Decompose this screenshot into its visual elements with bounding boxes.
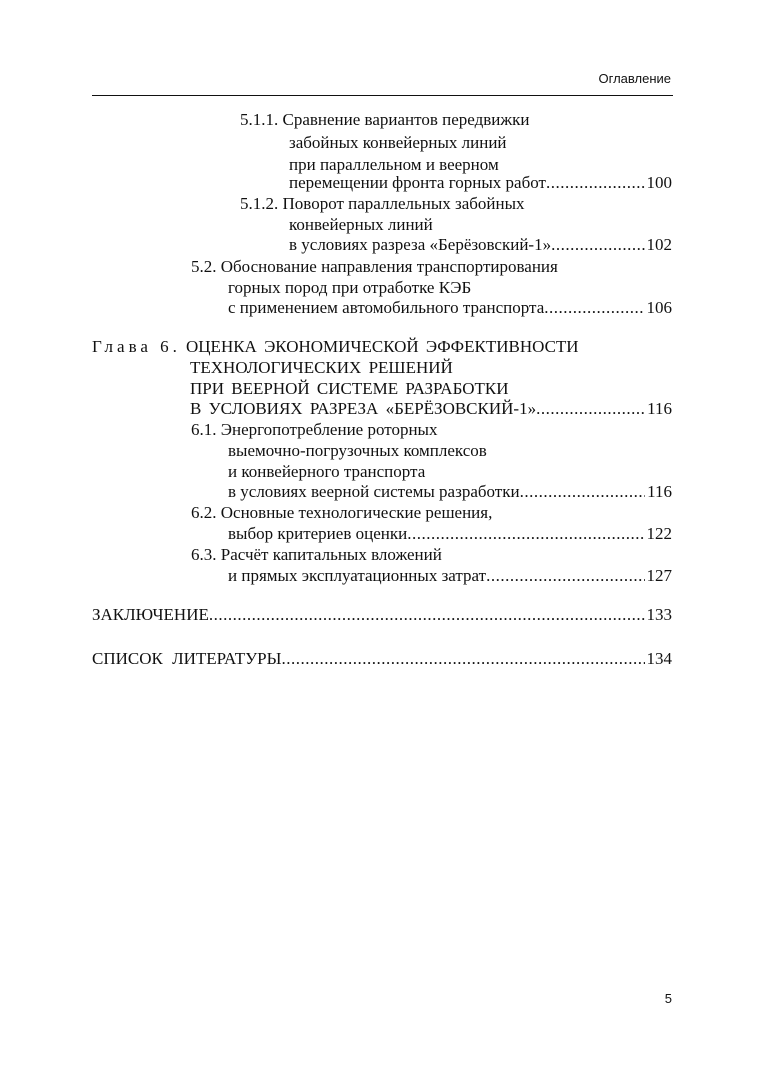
dot-leader [209,604,645,626]
toc-entry-5-1-1-title: 5.1.1. Сравнение вариантов передвижки [240,110,530,129]
toc-entry-6-3-page: 127 [646,566,672,585]
toc-entry-5-2-leader[interactable] [228,297,672,319]
chapter-6-title-line1: ОЦЕНКА ЭКОНОМИЧЕСКОЙ ЭФФЕКТИВНОСТИ [186,337,579,356]
toc-entry-6-2-line2: выбор критериев оценки [228,524,408,543]
dot-leader [486,565,644,587]
toc-entry-5-2-page: 106 [646,298,672,317]
toc-entry-references-title: СПИСОК ЛИТЕРАТУРЫ [92,649,282,668]
toc-entry-5-1-2-line2: конвейерных линий [289,215,433,234]
toc-entry-6-1-line2: выемочно-погрузочных комплексов [228,441,487,460]
dot-leader [544,297,644,319]
toc-entry-references[interactable] [92,648,672,670]
chapter-6-title-line2: ТЕХНОЛОГИЧЕСКИХ РЕШЕНИЙ [190,358,453,377]
toc-entry-5-2-title: 5.2. Обоснование направления транспортирования [191,257,558,276]
toc-entry-6-3-title: 6.3. Расчёт капитальных вложений [191,545,442,564]
toc-entry-6-3-leader[interactable] [228,565,672,587]
dot-leader [551,234,644,256]
toc-entry-conclusion-page: 133 [646,605,672,624]
dot-leader [407,523,644,545]
chapter-6-leader[interactable] [190,398,672,420]
dot-leader [281,648,644,670]
toc-entry-6-1-leader[interactable] [228,481,672,503]
running-title: Оглавление [598,71,671,86]
toc-entry-5-1-1-line2: забойных конвейерных линий [289,133,507,152]
toc-entry-conclusion-title: ЗАКЛЮЧЕНИЕ [92,605,209,624]
toc-entry-6-2-page: 122 [646,524,672,543]
toc-entry-5-1-2-page: 102 [646,235,672,254]
dot-leader [520,481,646,503]
toc-entry-6-2-title: 6.2. Основные технологические решения, [191,503,493,522]
toc-entry-6-1-line3: и конвейерного транспорта [228,462,426,481]
toc-entry-5-1-1-page: 100 [646,173,672,192]
toc-entry-5-1-1-line4: перемещении фронта горных работ [289,173,546,192]
toc-entry-5-1-1-line3: при параллельном и веерном [289,155,499,174]
dot-leader [536,398,645,420]
toc-entry-conclusion[interactable] [92,604,672,626]
toc-entry-5-1-2-line3: в условиях разреза «Берёзовский-1» [289,235,552,254]
toc-entry-5-1-1-leader[interactable] [289,172,672,194]
toc-entry-6-1-line4: в условиях веерной системы разработки [228,482,520,501]
toc-entry-6-3-line2: и прямых эксплуатационных затрат [228,566,487,585]
toc-entry-5-2-line3: с применением автомобильного транспорта [228,298,545,317]
chapter-6-title-line3: ПРИ ВЕЕРНОЙ СИСТЕМЕ РАЗРАБОТКИ [190,379,509,398]
toc-entry-6-1-title: 6.1. Энергопотребление роторных [191,420,438,439]
toc-entry-6-1-page: 116 [647,482,672,501]
toc-entry-6-2-leader[interactable] [228,523,672,545]
toc-entry-5-1-2-title: 5.1.2. Поворот параллельных забойных [240,194,525,213]
chapter-6-page: 116 [647,399,672,418]
chapter-6-prefix: Глава 6. [92,337,181,356]
toc-entry-references-page: 134 [646,649,672,668]
page-number: 5 [664,991,672,1006]
toc-entry-5-1-2-leader[interactable] [289,234,672,256]
toc-entry-5-2-line2: горных пород при отработке КЭБ [228,278,472,297]
dot-leader [546,172,645,194]
chapter-6-title-line4: В УСЛОВИЯХ РАЗРЕЗА «БЕРЁЗОВСКИЙ-1» [190,399,537,418]
